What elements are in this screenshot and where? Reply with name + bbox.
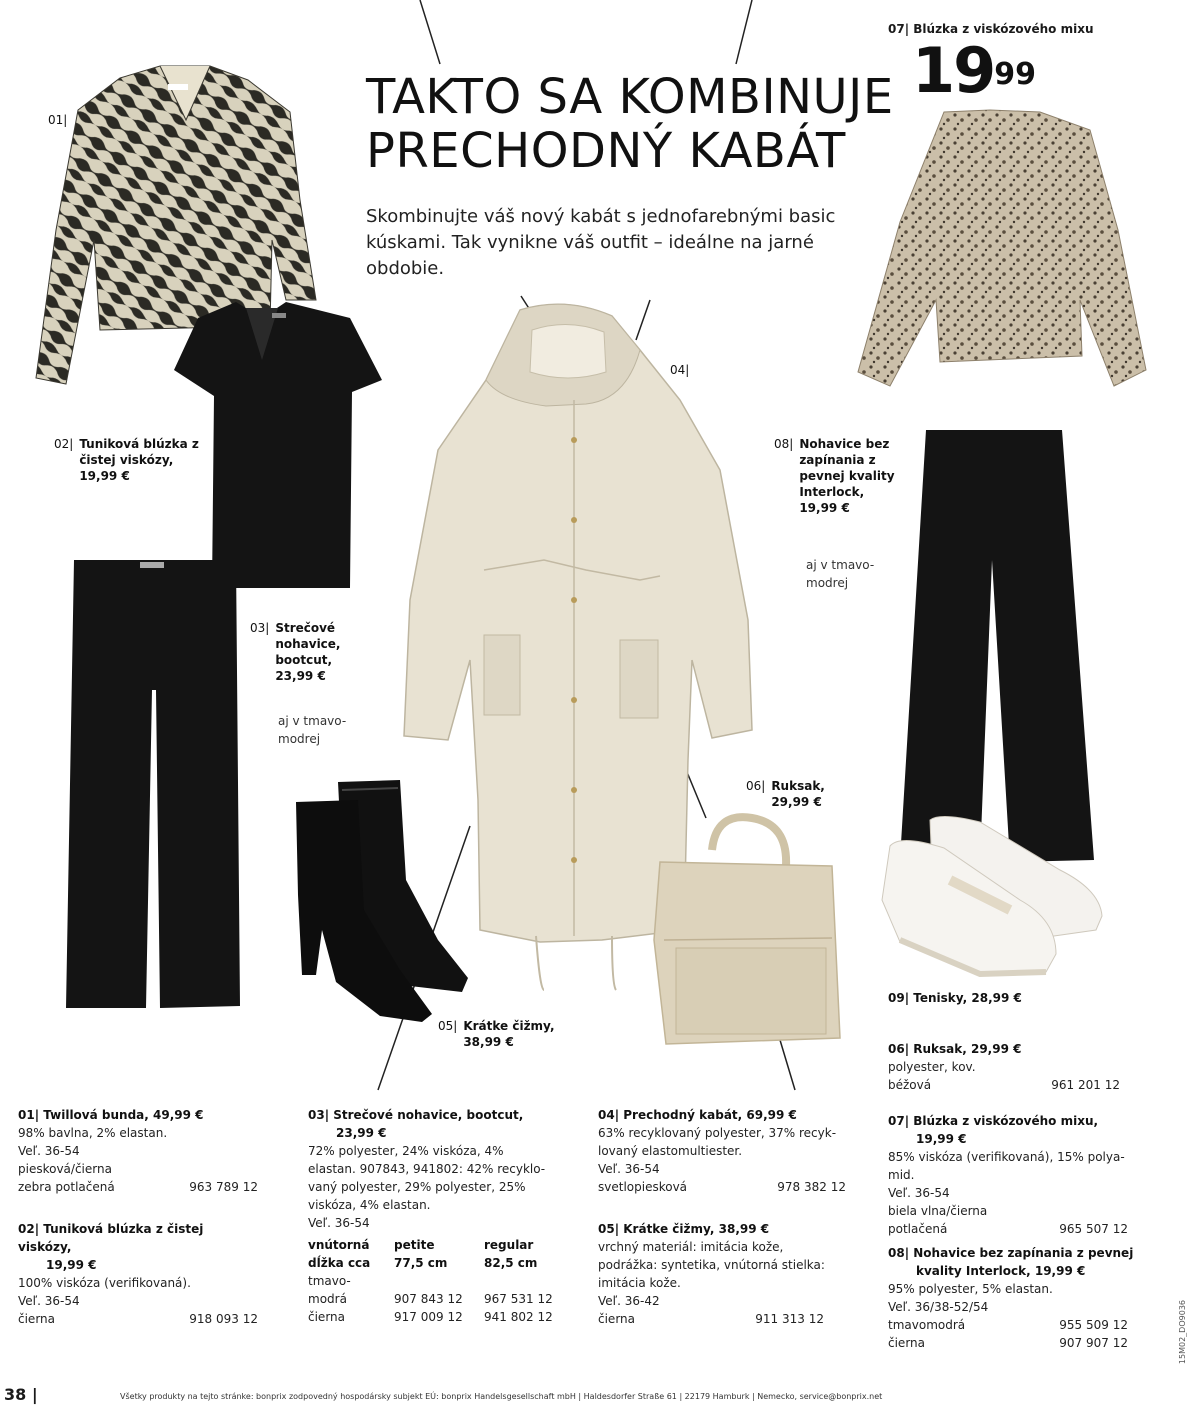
side-code: 15M02_DO9036 — [1178, 1300, 1187, 1365]
detail-02-title: 02| Tuniková blúzka z čistej viskózy, — [18, 1222, 204, 1254]
detail-03 — [308, 1106, 558, 1326]
detail-01 — [18, 1106, 258, 1196]
detail-03-table — [308, 1236, 558, 1326]
detail-01-code: 963 789 12 — [189, 1180, 258, 1194]
label-06-num: 06| — [746, 779, 766, 793]
table-cell: 941 802 12 — [484, 1310, 553, 1324]
detail-08 — [888, 1244, 1158, 1352]
detail-08-code: 955 509 12 — [1059, 1318, 1128, 1332]
detail-05-line: Veľ. 36-42 — [598, 1294, 660, 1308]
detail-06-line: polyester, kov. — [888, 1060, 976, 1074]
label-08-num: 08| — [774, 437, 794, 451]
label-08-note: aj v tmavo-modrej — [806, 558, 875, 590]
price-euros: 19 — [912, 34, 995, 107]
detail-04 — [598, 1106, 862, 1196]
detail-04-line: Veľ. 36-54 — [598, 1162, 660, 1176]
label-02 — [54, 436, 214, 484]
table-cell: 907 843 12 — [394, 1292, 463, 1306]
detail-08-line: Veľ. 36/38-52/54 — [888, 1300, 989, 1314]
detail-04-line: lovaný elastomultiester. — [598, 1144, 743, 1158]
detail-01-line: 98% bavlna, 2% elastan. — [18, 1126, 168, 1140]
detail-01-line: piesková/čierna — [18, 1162, 112, 1176]
label-02-text: Tuniková blúzka z čistej viskózy, 19,99 € — [79, 437, 199, 483]
detail-04-title: 04| Prechodný kabát, 69,99 € — [598, 1108, 797, 1122]
page-headline — [366, 69, 894, 179]
detail-08-code: 907 907 12 — [1059, 1336, 1128, 1350]
label-08 — [774, 436, 904, 516]
detail-01-title: 01| Twillová bunda, 49,99 € — [18, 1108, 204, 1122]
detail-05-line: imitácia kože. — [598, 1276, 681, 1290]
detail-05-line: podrážka: syntetika, vnútorná stielka: — [598, 1258, 825, 1272]
label-05-text: Krátke čižmy, 38,99 € — [463, 1019, 555, 1049]
detail-01-line: Veľ. 36-54 — [18, 1144, 80, 1158]
detail-05-line: vrchný materiál: imitácia kože, — [598, 1240, 784, 1254]
table-cell: 917 009 12 — [394, 1310, 463, 1324]
detail-07-line: mid. — [888, 1168, 915, 1182]
page-number: 38 | — [4, 1385, 38, 1404]
detail-05 — [598, 1220, 862, 1328]
detail-02-variant: čierna — [18, 1312, 55, 1326]
detail-07-line: 85% viskóza (verifikovaná), 15% polya- — [888, 1150, 1125, 1164]
footer-legal: Všetky produkty na tejto stránke: bonprix zodpovedný hospodársky subjekt EÚ: bonprix Handelsgesellschaft mbH | Haldesdorfer Straße 61 | 22179 Hamburk | Nemecko, service@bonprix.net — [120, 1392, 883, 1401]
detail-06-variant: béžová — [888, 1078, 932, 1092]
detail-08-title-2: kvality Interlock, 19,99 € — [916, 1264, 1086, 1278]
label-02-num: 02| — [54, 437, 74, 451]
price-badge — [912, 34, 1037, 107]
detail-07-code: 965 507 12 — [1059, 1222, 1128, 1236]
detail-03-line: 72% polyester, 24% viskóza, 4% — [308, 1144, 504, 1158]
table-header: vnútorná dĺžka cca — [308, 1238, 371, 1270]
label-05-num: 05| — [438, 1019, 458, 1033]
price-cents: 99 — [994, 57, 1037, 92]
detail-08-variant: tmavomodrá — [888, 1318, 966, 1332]
detail-05-title: 05| Krátke čižmy, 38,99 € — [598, 1222, 770, 1236]
detail-03-line: elastan. 907843, 941802: 42% recyklo- — [308, 1162, 546, 1176]
headline-line-2: PRECHODNÝ KABÁT — [366, 123, 846, 179]
label-03-note: aj v tmavo-modrej — [278, 714, 347, 746]
table-cell: tmavo-modrá — [308, 1274, 351, 1306]
detail-03-price: 23,99 € — [336, 1126, 387, 1140]
detail-02-code: 918 093 12 — [189, 1312, 258, 1326]
label-06-text: Ruksak, 29,99 € — [771, 779, 825, 809]
label-03-text: Strečové nohavice, bootcut, 23,99 € — [275, 621, 341, 683]
detail-06 — [888, 1040, 1120, 1094]
detail-02 — [18, 1220, 258, 1328]
table-header: petite 77,5 cm — [394, 1238, 448, 1270]
detail-08-title: 08| Nohavice bez zapínania z pevnej — [888, 1246, 1134, 1260]
table-header: regular 82,5 cm — [484, 1238, 538, 1270]
table-cell: 967 531 12 — [484, 1292, 553, 1306]
detail-04-code: 978 382 12 — [777, 1180, 846, 1194]
detail-07 — [888, 1112, 1158, 1238]
label-05 — [438, 1018, 578, 1050]
label-06 — [746, 778, 856, 810]
label-09: 09| Tenisky, 28,99 € — [888, 991, 1022, 1005]
detail-06-code: 961 201 12 — [1051, 1078, 1120, 1092]
detail-03-title: 03| Strečové nohavice, bootcut, — [308, 1108, 524, 1122]
detail-04-variant: svetlopiesková — [598, 1180, 688, 1194]
detail-07-variant-2: potlačená — [888, 1222, 948, 1236]
detail-02-line: 100% viskóza (verifikovaná). — [18, 1276, 191, 1290]
detail-07-price: 19,99 € — [916, 1132, 967, 1146]
detail-06-title: 06| Ruksak, 29,99 € — [888, 1042, 1022, 1056]
detail-04-line: 63% recyklovaný polyester, 37% recyk- — [598, 1126, 837, 1140]
detail-02-price: 19,99 € — [46, 1258, 97, 1272]
label-01: 01| — [48, 113, 68, 127]
label-08-text: Nohavice bez zapínania z pevnej kvality Interlock, 19,99 € — [799, 437, 895, 515]
detail-07-line: Veľ. 36-54 — [888, 1186, 950, 1200]
detail-05-variant: čierna — [598, 1312, 635, 1326]
detail-08-line: 95% polyester, 5% elastan. — [888, 1282, 1053, 1296]
table-cell: čierna — [308, 1310, 345, 1324]
detail-03-line: Veľ. 36-54 — [308, 1216, 370, 1230]
label-03 — [250, 620, 370, 684]
intro-text: Skombinujte váš nový kabát s jednofarebnými basic kúskami. Tak vynikne váš outfit – ideálne na jarné obdobie. — [366, 206, 836, 279]
detail-05-code: 911 313 12 — [755, 1312, 824, 1326]
label-03-num: 03| — [250, 621, 270, 635]
detail-03-line: viskóza, 4% elastan. — [308, 1198, 431, 1212]
detail-07-variant: biela vlna/čierna — [888, 1204, 988, 1218]
headline-line-1: TAKTO SA KOMBINUJE — [366, 69, 894, 125]
detail-08-variant: čierna — [888, 1336, 925, 1350]
price-badge-label: 07| Blúzka z viskózového mixu — [888, 22, 1094, 36]
label-04: 04| — [670, 363, 690, 377]
detail-02-line: Veľ. 36-54 — [18, 1294, 80, 1308]
detail-03-line: vaný polyester, 29% polyester, 25% — [308, 1180, 526, 1194]
detail-01-variant: zebra potlačená — [18, 1180, 115, 1194]
detail-07-title: 07| Blúzka z viskózového mixu, — [888, 1114, 1099, 1128]
